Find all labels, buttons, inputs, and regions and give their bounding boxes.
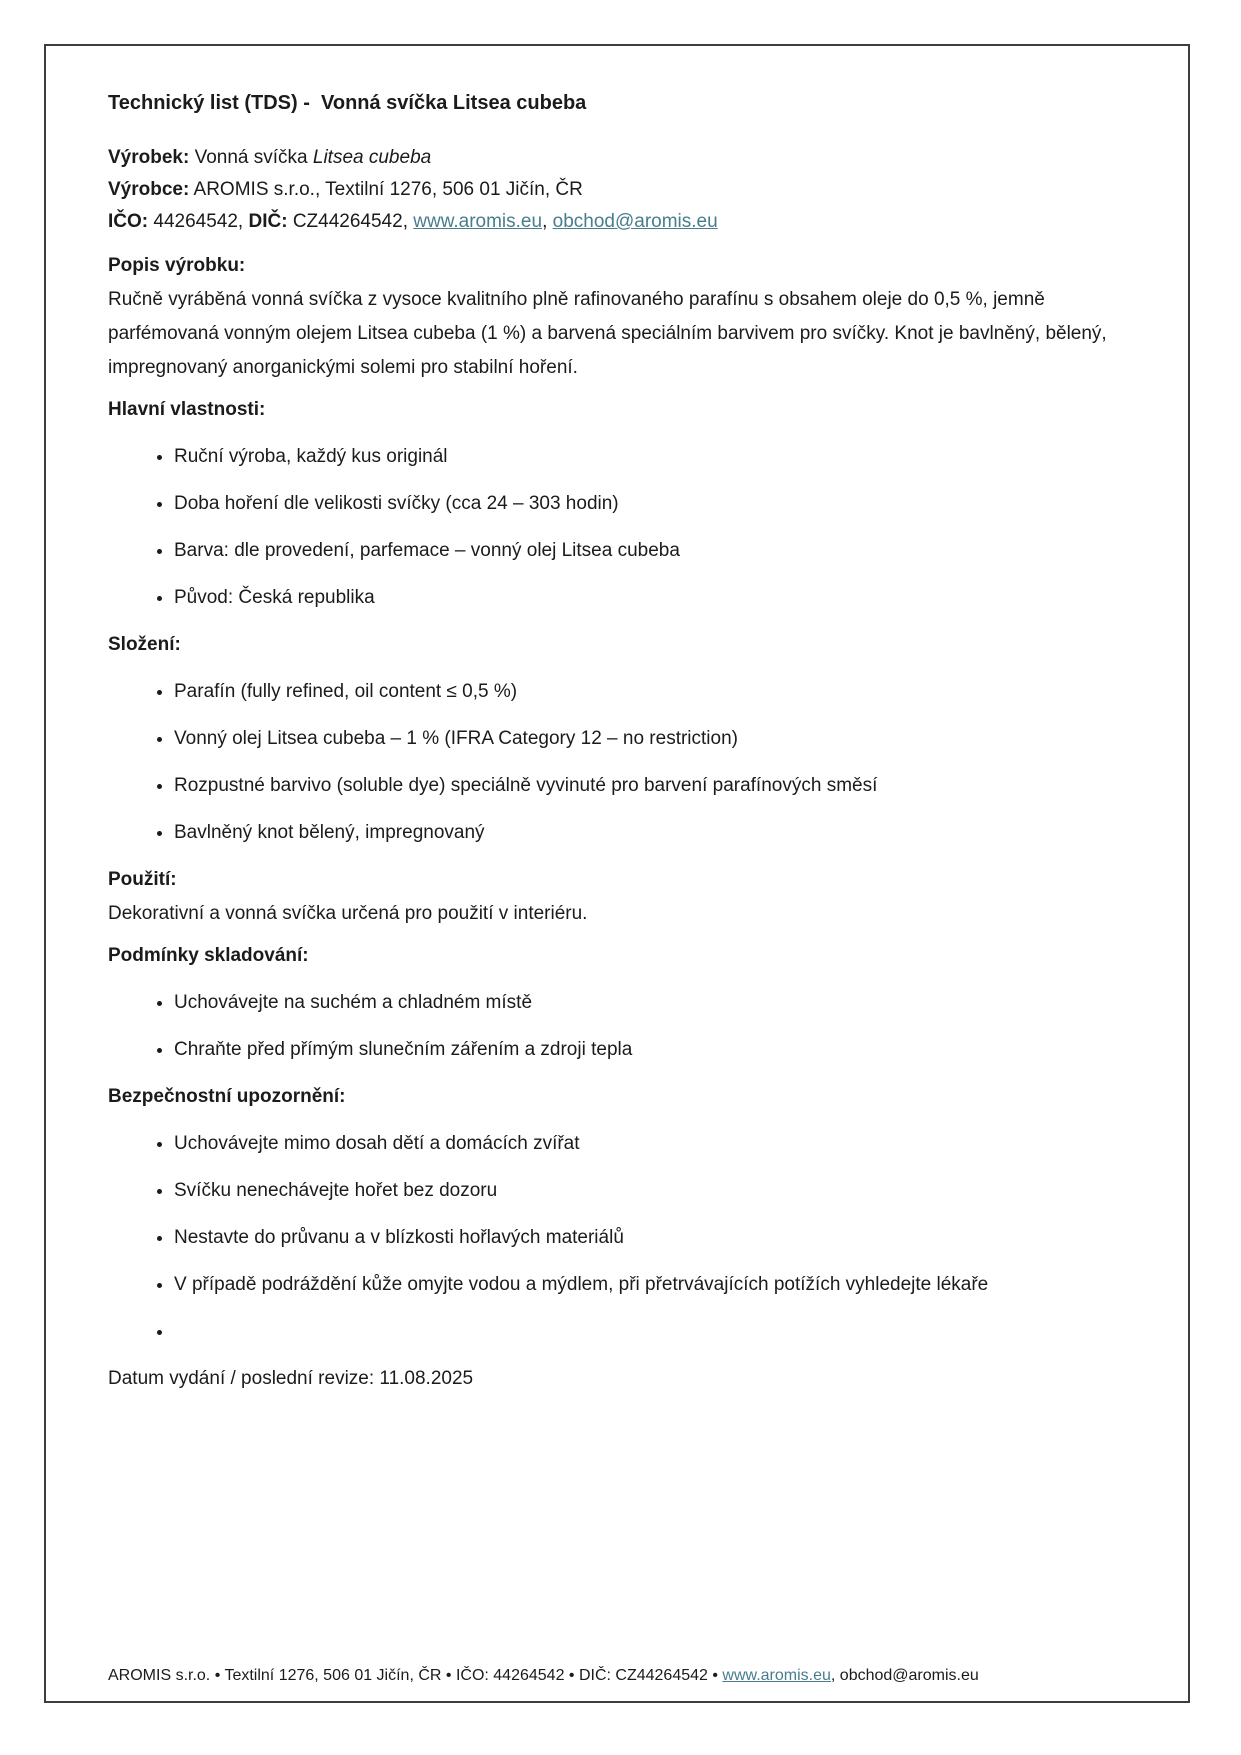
list-item: • Nestavte do průvanu a v blízkosti hořlavých materiálů: [174, 1221, 1132, 1255]
website-link[interactable]: www.aromis.eu: [413, 211, 543, 232]
bezpecnost-list: [108, 1127, 1132, 1349]
popis-paragraph: Ručně vyráběná vonná svíčka z vysoce kvalitního plně rafinovaného parafínu s obsahem oleje do 0,5 %, jemně parfémovaná vonným olejem Litsea cubeba (1 %) a barvená speciálním barvivem pro svíčky. Knot je bavlněný, bělený, impregnovaný anorganickými solemi pro stabilní hoření.: [108, 289, 1112, 378]
section-heading-popis: Popis výrobku:: [108, 255, 246, 276]
list-item: • Uchovávejte mimo dosah dětí a domácích zvířat: [174, 1127, 1132, 1161]
document-page: [44, 44, 1190, 1703]
list-item: • Uchovávejte na suchém a chladném místě: [174, 986, 1132, 1020]
section-heading-slozeni: Složení:: [108, 634, 181, 655]
list-item: • V případě podráždění kůže omyjte vodou a mýdlem, při přetrvávajících potížích vyhledejte lékaře: [174, 1268, 1132, 1302]
list-item: • Chraňte před přímým slunečním zářením a zdroji tepla: [174, 1033, 1132, 1067]
ico-value: 44264542,: [148, 211, 249, 232]
section-heading-pouziti: Použití:: [108, 869, 177, 890]
footer-website-link[interactable]: www.aromis.eu: [722, 1667, 831, 1684]
vlastnosti-list: [108, 440, 1132, 615]
section-heading-skladovani: Podmínky skladování:: [108, 945, 309, 966]
list-item-empty: [174, 1315, 1132, 1349]
list-item: • Parafín (fully refined, oil content ≤ 0,5 %): [174, 675, 1132, 709]
list-item: • Barva: dle provedení, parfemace – vonný olej Litsea cubeba: [174, 534, 1132, 568]
footer-text-left: AROMIS s.r.o. • Textilní 1276, 506 01 Jičín, ČR • IČO: 44264542 • DIČ: CZ44264542 •: [108, 1667, 723, 1684]
product-text: Vonná svíčka: [189, 147, 313, 168]
footer: [108, 1665, 1148, 1687]
document-title: Technický list (TDS) - Vonná svíčka Litsea cubeba: [108, 92, 587, 114]
manufacturer-label: Výrobce:: [108, 179, 190, 200]
list-item: • Ruční výroba, každý kus originál: [174, 440, 1132, 474]
ids-line: [108, 206, 1132, 238]
product-name-italic: Litsea cubeba: [312, 147, 432, 168]
slozeni-list: [108, 675, 1132, 850]
product-label: Výrobek:: [108, 147, 190, 168]
list-item: • Vonný olej Litsea cubeba – 1 % (IFRA Category 12 – no restriction): [174, 722, 1132, 756]
email-link[interactable]: obchod@aromis.eu: [552, 211, 718, 232]
list-item: • Rozpustné barvivo (soluble dye) speciálně vyvinuté pro barvení parafínových směsí: [174, 769, 1132, 803]
list-item: • Původ: Česká republika: [174, 581, 1132, 615]
ico-label: IČO:: [108, 211, 149, 232]
footer-text-right: , obchod@aromis.eu: [830, 1667, 979, 1684]
manufacturer-text: AROMIS s.r.o., Textilní 1276, 506 01 Jičín, ČR: [189, 179, 583, 200]
manufacturer-line: [108, 174, 1132, 206]
section-heading-vlastnosti: Hlavní vlastnosti:: [108, 399, 266, 420]
pouziti-paragraph: Dekorativní a vonná svíčka určená pro použití v interiéru.: [108, 903, 588, 924]
product-line: [108, 142, 1132, 174]
list-item: • Svíčku nenechávejte hořet bez dozoru: [174, 1174, 1132, 1208]
dic-value: CZ44264542,: [287, 211, 414, 232]
list-item: • Doba hoření dle velikosti svíčky (cca 24 – 303 hodin): [174, 487, 1132, 521]
product-info-block: [108, 142, 1132, 238]
dic-label: DIČ:: [248, 211, 288, 232]
revision-date-line: Datum vydání / poslední revize: 11.08.2025: [108, 1368, 474, 1389]
link-separator: ,: [542, 211, 553, 232]
section-heading-bezpecnost: Bezpečnostní upozornění:: [108, 1086, 346, 1107]
list-item: • Bavlněný knot bělený, impregnovaný: [174, 816, 1132, 850]
skladovani-list: [108, 986, 1132, 1067]
